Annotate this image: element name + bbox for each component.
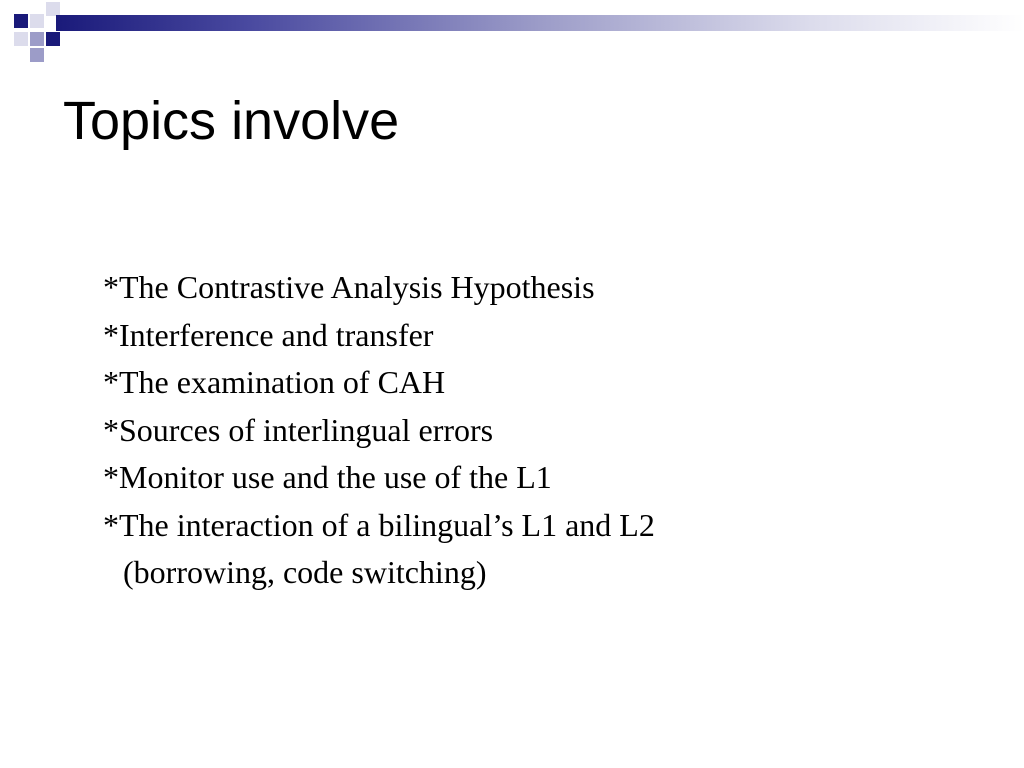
topic-item: *The interaction of a bilingual’s L1 and L2 [103, 506, 655, 543]
decor-square [46, 32, 60, 46]
topic-list [103, 264, 655, 597]
topic-item: *The Contrastive Analysis Hypothesis [103, 269, 595, 305]
decor-square [30, 32, 44, 46]
topic-item: *Monitor use and the use of the L1 [103, 459, 552, 495]
decor-square [14, 32, 28, 46]
decor-square [14, 14, 28, 28]
decor-square [46, 2, 60, 16]
topic-item: *The examination of CAH [103, 364, 446, 400]
decor-square [30, 48, 44, 62]
header-decoration [0, 0, 1024, 64]
topic-item-continuation: (borrowing, code switching) [123, 554, 487, 590]
topic-item: *Sources of interlingual errors [103, 411, 494, 448]
topic-item: *Interference and transfer [103, 316, 434, 353]
decor-square [30, 14, 44, 28]
header-gradient-bar [56, 15, 1024, 31]
slide-title: Topics involve [63, 91, 400, 151]
